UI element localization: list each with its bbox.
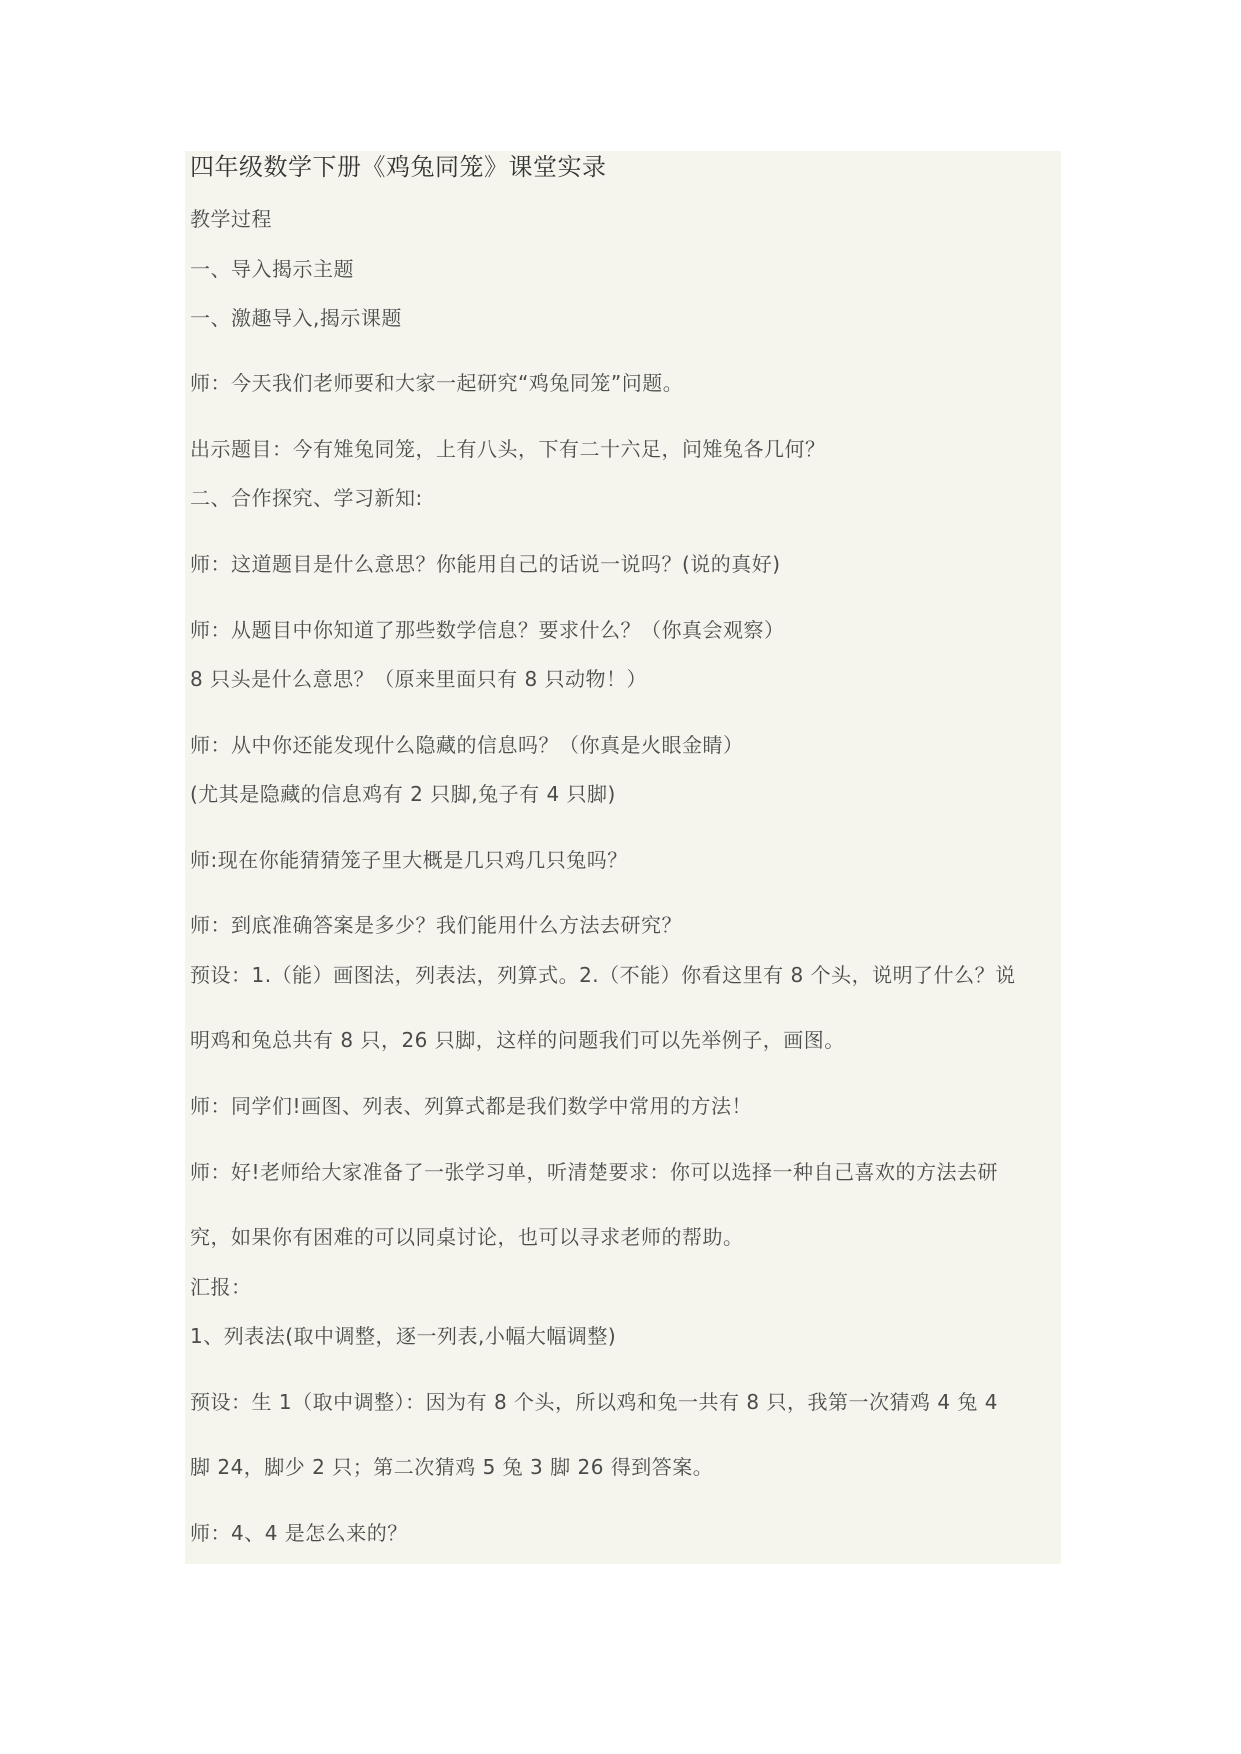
text-line: 出示题目：今有雉兔同笼，上有八头，下有二十六足，问雉兔各几何？ [190, 437, 826, 461]
text-line: 究，如果你有困难的可以同桌讨论，也可以寻求老师的帮助。 [190, 1225, 744, 1249]
text-line: 脚 24，脚少 2 只；第二次猜鸡 5 兔 3 脚 26 得到答案。 [190, 1455, 714, 1479]
text-line: 师：到底准确答案是多少？我们能用什么方法去研究？ [190, 913, 682, 937]
text-line: 师：这道题目是什么意思？你能用自己的话说一说吗？(说的真好) [190, 552, 781, 576]
text-line: 1、列表法(取中调整，逐一列表,小幅大幅调整) [190, 1324, 617, 1348]
text-line: 汇报： [190, 1275, 252, 1299]
document-title: 四年级数学下册《鸡兔同笼》课堂实录 [190, 153, 607, 181]
text-line: (尤其是隐藏的信息鸡有 2 只脚,兔子有 4 只脚) [190, 782, 616, 806]
text-line: 师:现在你能猜猜笼子里大概是几只鸡几只兔吗？ [190, 848, 628, 872]
text-line: 师：4、4 是怎么来的？ [190, 1521, 408, 1545]
text-line: 预设：生 1（取中调整）：因为有 8 个头，所以鸡和兔一共有 8 只，我第一次猜鸡 4 兔 4 [190, 1390, 998, 1414]
text-line: 8 只头是什么意思？（原来里面只有 8 只动物！） [190, 667, 648, 691]
text-line: 一、导入揭示主题 [190, 257, 354, 281]
text-line: 师：从题目中你知道了那些数学信息？要求什么？（你真会观察） [190, 618, 785, 642]
text-line: 师：好!老师给大家准备了一张学习单，听清楚要求：你可以选择一种自己喜欢的方法去研 [190, 1160, 999, 1184]
text-line: 师：同学们!画图、列表、列算式都是我们数学中常用的方法！ [190, 1094, 753, 1118]
text-line: 预设：1.（能）画图法，列表法，列算式。2.（不能）你看这里有 8 个头，说明了什么？说 [190, 963, 1016, 987]
text-line: 师：从中你还能发现什么隐藏的信息吗？（你真是火眼金睛） [190, 733, 744, 757]
text-line: 教学过程 [190, 207, 272, 231]
text-line: 师：今天我们老师要和大家一起研究“鸡兔同笼”问题。 [190, 371, 684, 395]
text-line: 明鸡和兔总共有 8 只，26 只脚，这样的问题我们可以先举例子，画图。 [190, 1028, 845, 1052]
text-line: 一、激趣导入,揭示课题 [190, 306, 402, 330]
text-line: 二、合作探究、学习新知: [190, 486, 423, 510]
